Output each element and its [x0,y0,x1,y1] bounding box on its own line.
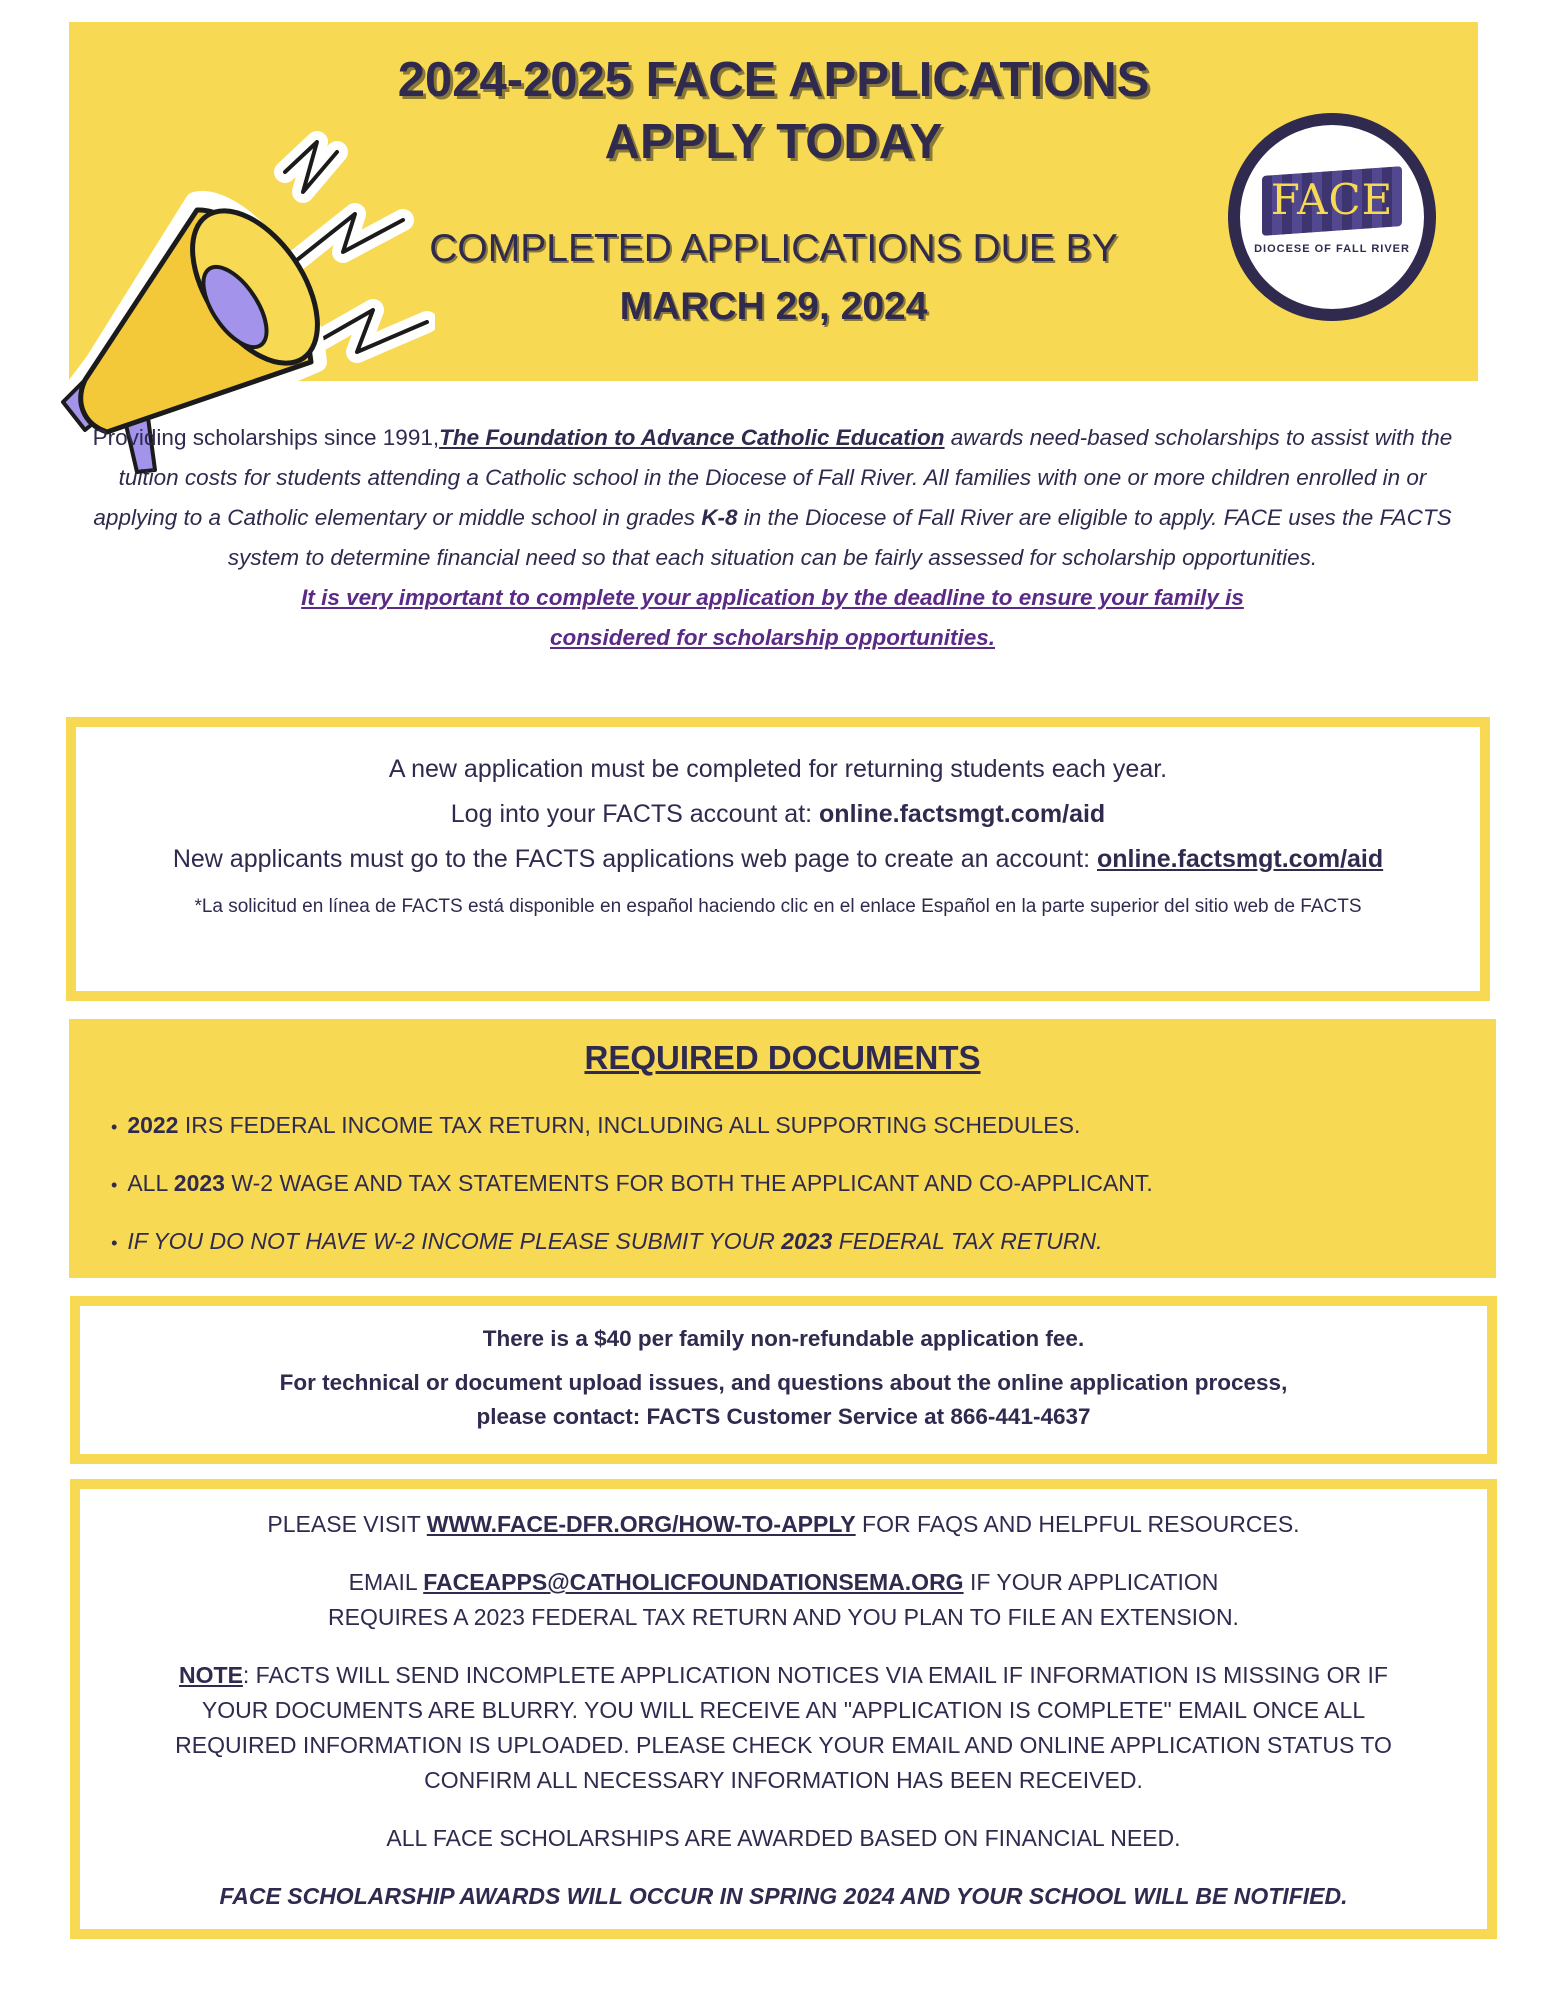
note-label: NOTE [179,1662,243,1688]
returning-note: A new application must be completed for returning students each year. [388,755,1168,783]
facts-login-link[interactable]: online.factsmgt.com/aid [819,800,1106,828]
face-logo [1228,113,1436,321]
fee-box [70,1296,1497,1464]
required-documents-section [69,1019,1496,1278]
support-line-1: For technical or document upload issues, and questions about the online application process, [279,1370,1288,1395]
intro-text-b: in the Diocese of Fall River are eligible to apply. FACE uses the FACTS system to determine financial need so that each situation can be fairly assessed for scholarship opportunities. [227,505,1452,570]
email-link[interactable]: FACEAPPS@CATHOLICFOUNDATIONSEMA.ORG [423,1569,964,1595]
financial-need-line: ALL FACE SCHOLARSHIPS ARE AWARDED BASED ON FINANCIAL NEED. [386,1825,1181,1851]
intro-org-name: The Foundation to Advance Catholic Education [439,425,945,450]
item2-year: 2023 [173,1170,225,1196]
visit-post: FOR FAQS AND HELPFUL RESOURCES. [855,1511,1300,1537]
info-box [70,1479,1497,1939]
how-to-apply-link[interactable]: WWW.FACE-DFR.ORG/HOW-TO-APPLY [426,1511,856,1537]
login-line [76,792,1480,837]
email-pre: EMAIL [348,1569,424,1595]
note-line-3: REQUIRED INFORMATION IS UPLOADED. PLEASE CHECK YOUR EMAIL AND ONLINE APPLICATION STATUS TO [175,1732,1392,1758]
note-line-1: : FACTS WILL SEND INCOMPLETE APPLICATION NOTICES VIA EMAIL IF INFORMATION IS MISSING OR IF [242,1662,1388,1688]
new-applicant-prefix: New applicants must go to the FACTS applications web page to create an account: [172,845,1097,873]
page-subtitle: APPLY TODAY [604,115,943,169]
due-label: COMPLETED APPLICATIONS DUE BY [429,227,1118,270]
intro-paragraph [90,418,1455,658]
facts-new-account-link[interactable]: online.factsmgt.com/aid [1096,845,1384,873]
item3-year: 2023 [781,1228,833,1254]
facts-account-box [66,717,1490,1001]
fee-line: There is a $40 per family non-refundable application fee. [482,1326,1085,1351]
login-prefix: Log into your FACTS account at: [450,800,820,828]
note-paragraph [80,1658,1487,1693]
required-documents-list [111,1097,1153,1271]
new-applicant-line [76,837,1480,882]
item3-pre: IF YOU DO NOT HAVE W-2 INCOME PLEASE SUBMIT YOUR [127,1228,782,1254]
item1-text: IRS FEDERAL INCOME TAX RETURN, INCLUDING ALL SUPPORTING SCHEDULES. [178,1112,1081,1138]
support-line [80,1366,1487,1434]
list-item [111,1213,1153,1271]
item3-text: FEDERAL TAX RETURN. [832,1228,1103,1254]
email-line [80,1565,1487,1600]
logo-diocese: DIOCESE OF FALL RIVER [1254,243,1410,255]
item2-pre: ALL [127,1170,174,1196]
note-line-4: CONFIRM ALL NECESSARY INFORMATION HAS BEEN RECEIVED. [424,1767,1143,1793]
due-date: MARCH 29, 2024 [619,285,928,328]
awards-line: FACE SCHOLARSHIP AWARDS WILL OCCUR IN SPRING 2024 AND YOUR SCHOOL WILL BE NOTIFIED. [219,1883,1348,1909]
intro-highlight-1: It is very important to complete your application by the deadline to ensure your family is [301,585,1244,610]
list-item [111,1097,1153,1155]
item2-text: W-2 WAGE AND TAX STATEMENTS FOR BOTH THE APPLICANT AND CO-APPLICANT. [224,1170,1153,1196]
item1-year: 2022 [127,1112,179,1138]
intro-highlight-2: considered for scholarship opportunities. [549,625,996,650]
intro-text-a: awards need-based scholarships to assist with the tuition costs for students attending a Catholic school in the Diocese of Fall River. All families with one or more children enrolled in or applying to a Catholic elementary or middle school in grades [93,425,1453,530]
intro-grades: K-8 [701,505,738,530]
list-item [111,1155,1153,1213]
spanish-note: *La solicitud en línea de FACTS está disponible en español haciendo clic en el enlace Español en la parte superior del sitio web de FACTS [194,896,1362,917]
support-line-2: please contact: FACTS Customer Service at 866-441-4637 [476,1404,1091,1429]
email-post: IF YOUR APPLICATION [963,1569,1219,1595]
intro-lead: Providing scholarships since 1991, [92,425,440,450]
visit-pre: PLEASE VISIT [267,1511,427,1537]
page-title: 2024-2025 FACE APPLICATIONS [397,53,1150,107]
logo-wordmark: FACE [1270,175,1394,224]
visit-line [80,1507,1487,1542]
required-documents-heading: REQUIRED DOCUMENTS [584,1039,981,1076]
email-line-2: REQUIRES A 2023 FEDERAL TAX RETURN AND YOU PLAN TO FILE AN EXTENSION. [328,1604,1239,1630]
note-line-2: YOUR DOCUMENTS ARE BLURRY. YOU WILL RECEIVE AN "APPLICATION IS COMPLETE" EMAIL ONCE ALL [201,1697,1366,1723]
